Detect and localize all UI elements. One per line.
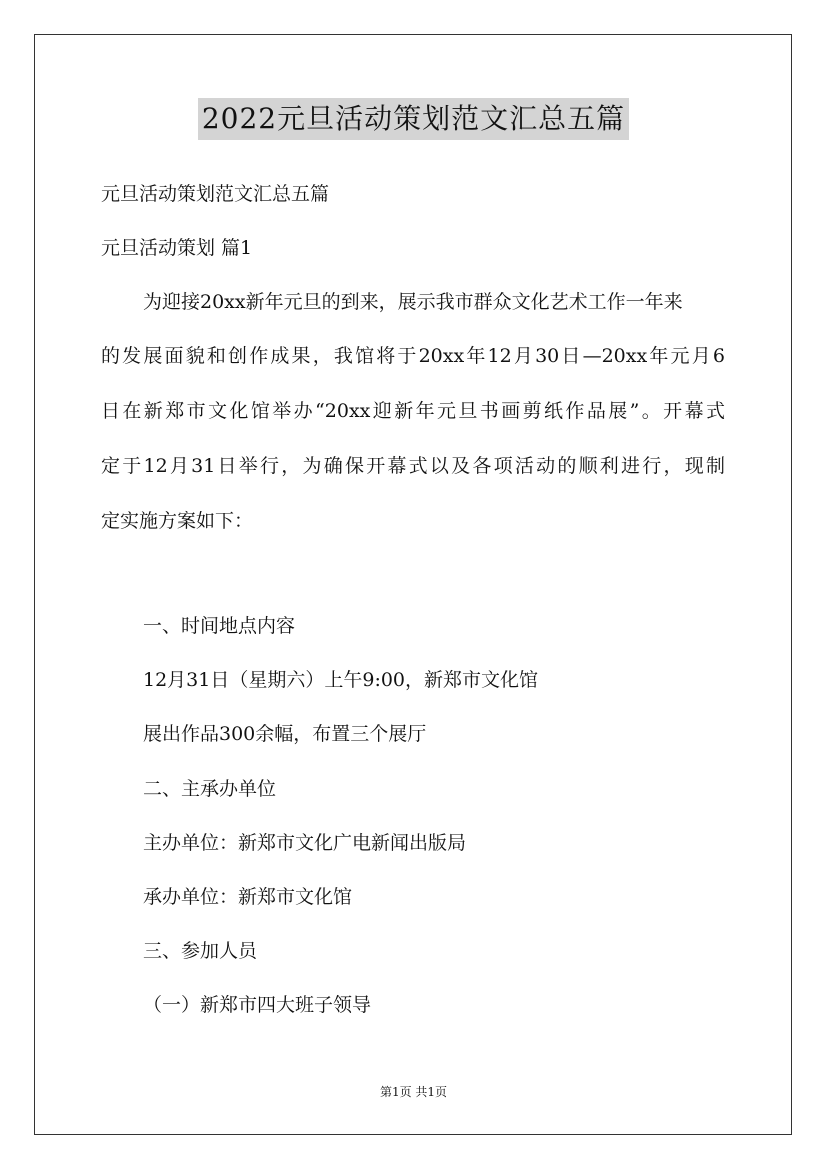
heading-participants: 三、参加人员 xyxy=(143,940,258,962)
participant-item-1: （一）新郑市四大班子领导 xyxy=(143,994,372,1016)
heading-organizers: 二、主承办单位 xyxy=(143,778,277,800)
exhibit-detail: 展出作品300余幅，布置三个展厅 xyxy=(143,723,427,745)
intro-line-1: 为迎接20xx新年元旦的到来，展示我市群众文化艺术工作一年来 xyxy=(143,291,683,313)
document-title: 2022元旦活动策划范文汇总五篇 xyxy=(198,98,629,140)
time-place-detail: 12月31日（星期六）上午9:00，新郑市文化馆 xyxy=(143,669,539,691)
section-heading: 元旦活动策划 篇1 xyxy=(101,237,253,259)
intro-line-2: 的发展面貌和创作成果，我馆将于20xx年12月30日—20xx年元月6 xyxy=(101,345,725,367)
intro-line-3: 日在新郑市文化馆举办“20xx迎新年元旦书画剪纸作品展”。开幕式 xyxy=(101,400,725,422)
host-organizer: 主办单位：新郑市文化广电新闻出版局 xyxy=(143,832,467,854)
document-title-container xyxy=(0,98,827,140)
co-organizer: 承办单位：新郑市文化馆 xyxy=(143,886,353,908)
intro-line-4: 定于12月31日举行，为确保开幕式以及各项活动的顺利进行，现制 xyxy=(101,455,725,477)
intro-line-5: 定实施方案如下： xyxy=(101,510,254,532)
subtitle: 元旦活动策划范文汇总五篇 xyxy=(101,183,330,205)
page-number-footer: 第1页 共1页 xyxy=(379,1085,448,1099)
heading-time-place: 一、时间地点内容 xyxy=(143,615,296,637)
